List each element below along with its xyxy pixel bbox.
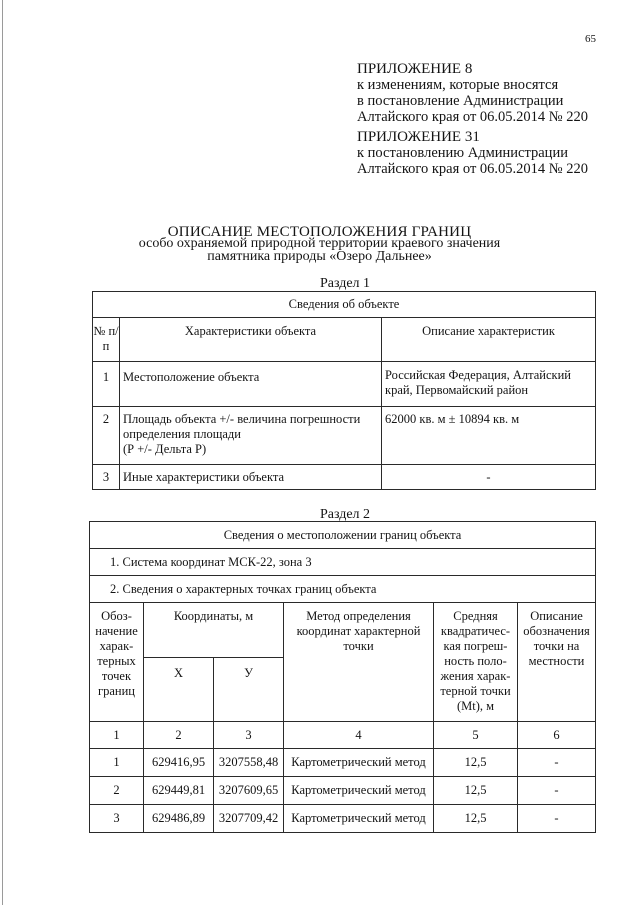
mse: 12,5 bbox=[434, 749, 518, 777]
column-header-characteristics: Характеристики объекта bbox=[120, 318, 382, 362]
row-num: 1 bbox=[93, 362, 120, 407]
row-characteristic-formula: (Р +/- Дельта Р) bbox=[123, 442, 207, 456]
table-row bbox=[90, 777, 596, 805]
column-number: 2 bbox=[144, 722, 214, 749]
mse: 12,5 bbox=[434, 777, 518, 805]
appendix-8-line3: Алтайского края от 06.05.2014 № 220 bbox=[357, 109, 589, 125]
mse: 12,5 bbox=[434, 805, 518, 833]
column-number: 1 bbox=[90, 722, 144, 749]
column-header-num: № п/п bbox=[93, 318, 120, 362]
row-num: 3 bbox=[93, 465, 120, 490]
document-subtitle-1: особо охраняемой природной территории краевого значения bbox=[138, 236, 501, 251]
column-number: 5 bbox=[434, 722, 518, 749]
appendix-8-line1: к изменениям, которые вносятся bbox=[357, 77, 559, 93]
point-id: 2 bbox=[90, 777, 144, 805]
row-characteristic: Местоположение объекта bbox=[120, 362, 382, 407]
point-id: 3 bbox=[90, 805, 144, 833]
table-row bbox=[90, 749, 596, 777]
document-subtitle-2: памятника природы «Озеро Дальнее» bbox=[207, 249, 432, 264]
column-numbers-row bbox=[90, 722, 596, 749]
table-title: Сведения о местоположении границ объекта bbox=[90, 522, 596, 549]
table-row bbox=[90, 805, 596, 833]
column-number: 3 bbox=[214, 722, 284, 749]
appendix-31-line2: Алтайского края от 06.05.2014 № 220 bbox=[357, 161, 589, 177]
point-description: - bbox=[518, 805, 596, 833]
coord-x: 629486,89 bbox=[144, 805, 214, 833]
column-header-point: Обоз- начение харак- терных точек границ bbox=[90, 603, 144, 722]
column-header-description: Описание характеристик bbox=[382, 318, 596, 362]
table-row bbox=[93, 407, 596, 465]
page-number: 65 bbox=[585, 33, 596, 45]
row-description: 62000 кв. м ± 10894 кв. м bbox=[382, 407, 596, 465]
row-characteristic-text: Площадь объекта +/- величина погрешности определения площади bbox=[123, 412, 361, 441]
point-description: - bbox=[518, 777, 596, 805]
table-row bbox=[93, 362, 596, 407]
column-number: 4 bbox=[284, 722, 434, 749]
column-header-y: У bbox=[214, 658, 284, 722]
row-num: 2 bbox=[93, 407, 120, 465]
points-info-heading: 2. Сведения о характерных точках границ объекта bbox=[90, 576, 596, 603]
table-title: Сведения об объекте bbox=[93, 292, 596, 318]
section-2-heading: Раздел 2 bbox=[319, 507, 371, 522]
appendix-8-line2: в постановление Администрации bbox=[357, 93, 564, 109]
coordinate-system: 1. Система координат МСК-22, зона 3 bbox=[90, 549, 596, 576]
table-row bbox=[93, 465, 596, 490]
point-description: - bbox=[518, 749, 596, 777]
coord-y: 3207609,65 bbox=[214, 777, 284, 805]
document-title: ОПИСАНИЕ МЕСТОПОЛОЖЕНИЯ ГРАНИЦ bbox=[167, 224, 472, 240]
coord-y: 3207709,42 bbox=[214, 805, 284, 833]
column-header-x: X bbox=[144, 658, 214, 722]
appendix-8-block bbox=[357, 61, 588, 125]
coord-x: 629449,81 bbox=[144, 777, 214, 805]
row-description: Российская Федерация, Алтайский край, Первомайский район bbox=[382, 362, 596, 407]
row-characteristic bbox=[120, 407, 382, 465]
page-edge-line bbox=[2, 0, 3, 905]
appendix-31-line1: к постановлению Администрации bbox=[357, 145, 568, 161]
method: Картометрический метод bbox=[284, 805, 434, 833]
object-info-table bbox=[92, 291, 596, 490]
appendix-31-title: ПРИЛОЖЕНИЕ 31 bbox=[357, 129, 480, 145]
appendix-8-title: ПРИЛОЖЕНИЕ 8 bbox=[357, 61, 473, 77]
method: Картометрический метод bbox=[284, 749, 434, 777]
column-header-mse: Средняя квадратичес- кая погреш- ность поло- жения харак- терной точки (Mt), м bbox=[434, 603, 518, 722]
column-header-method: Метод определения координат характерной точки bbox=[284, 603, 434, 722]
row-description: - bbox=[382, 465, 596, 490]
point-id: 1 bbox=[90, 749, 144, 777]
appendix-31-block bbox=[357, 129, 588, 177]
row-characteristic: Иные характеристики объекта bbox=[120, 465, 382, 490]
method: Картометрический метод bbox=[284, 777, 434, 805]
coord-x: 629416,95 bbox=[144, 749, 214, 777]
column-header-description: Описание обозначения точки на местности bbox=[518, 603, 596, 722]
column-number: 6 bbox=[518, 722, 596, 749]
boundary-points-table bbox=[89, 521, 596, 833]
section-1-heading: Раздел 1 bbox=[319, 276, 371, 291]
coord-y: 3207558,48 bbox=[214, 749, 284, 777]
column-header-coords: Координаты, м bbox=[144, 603, 284, 658]
